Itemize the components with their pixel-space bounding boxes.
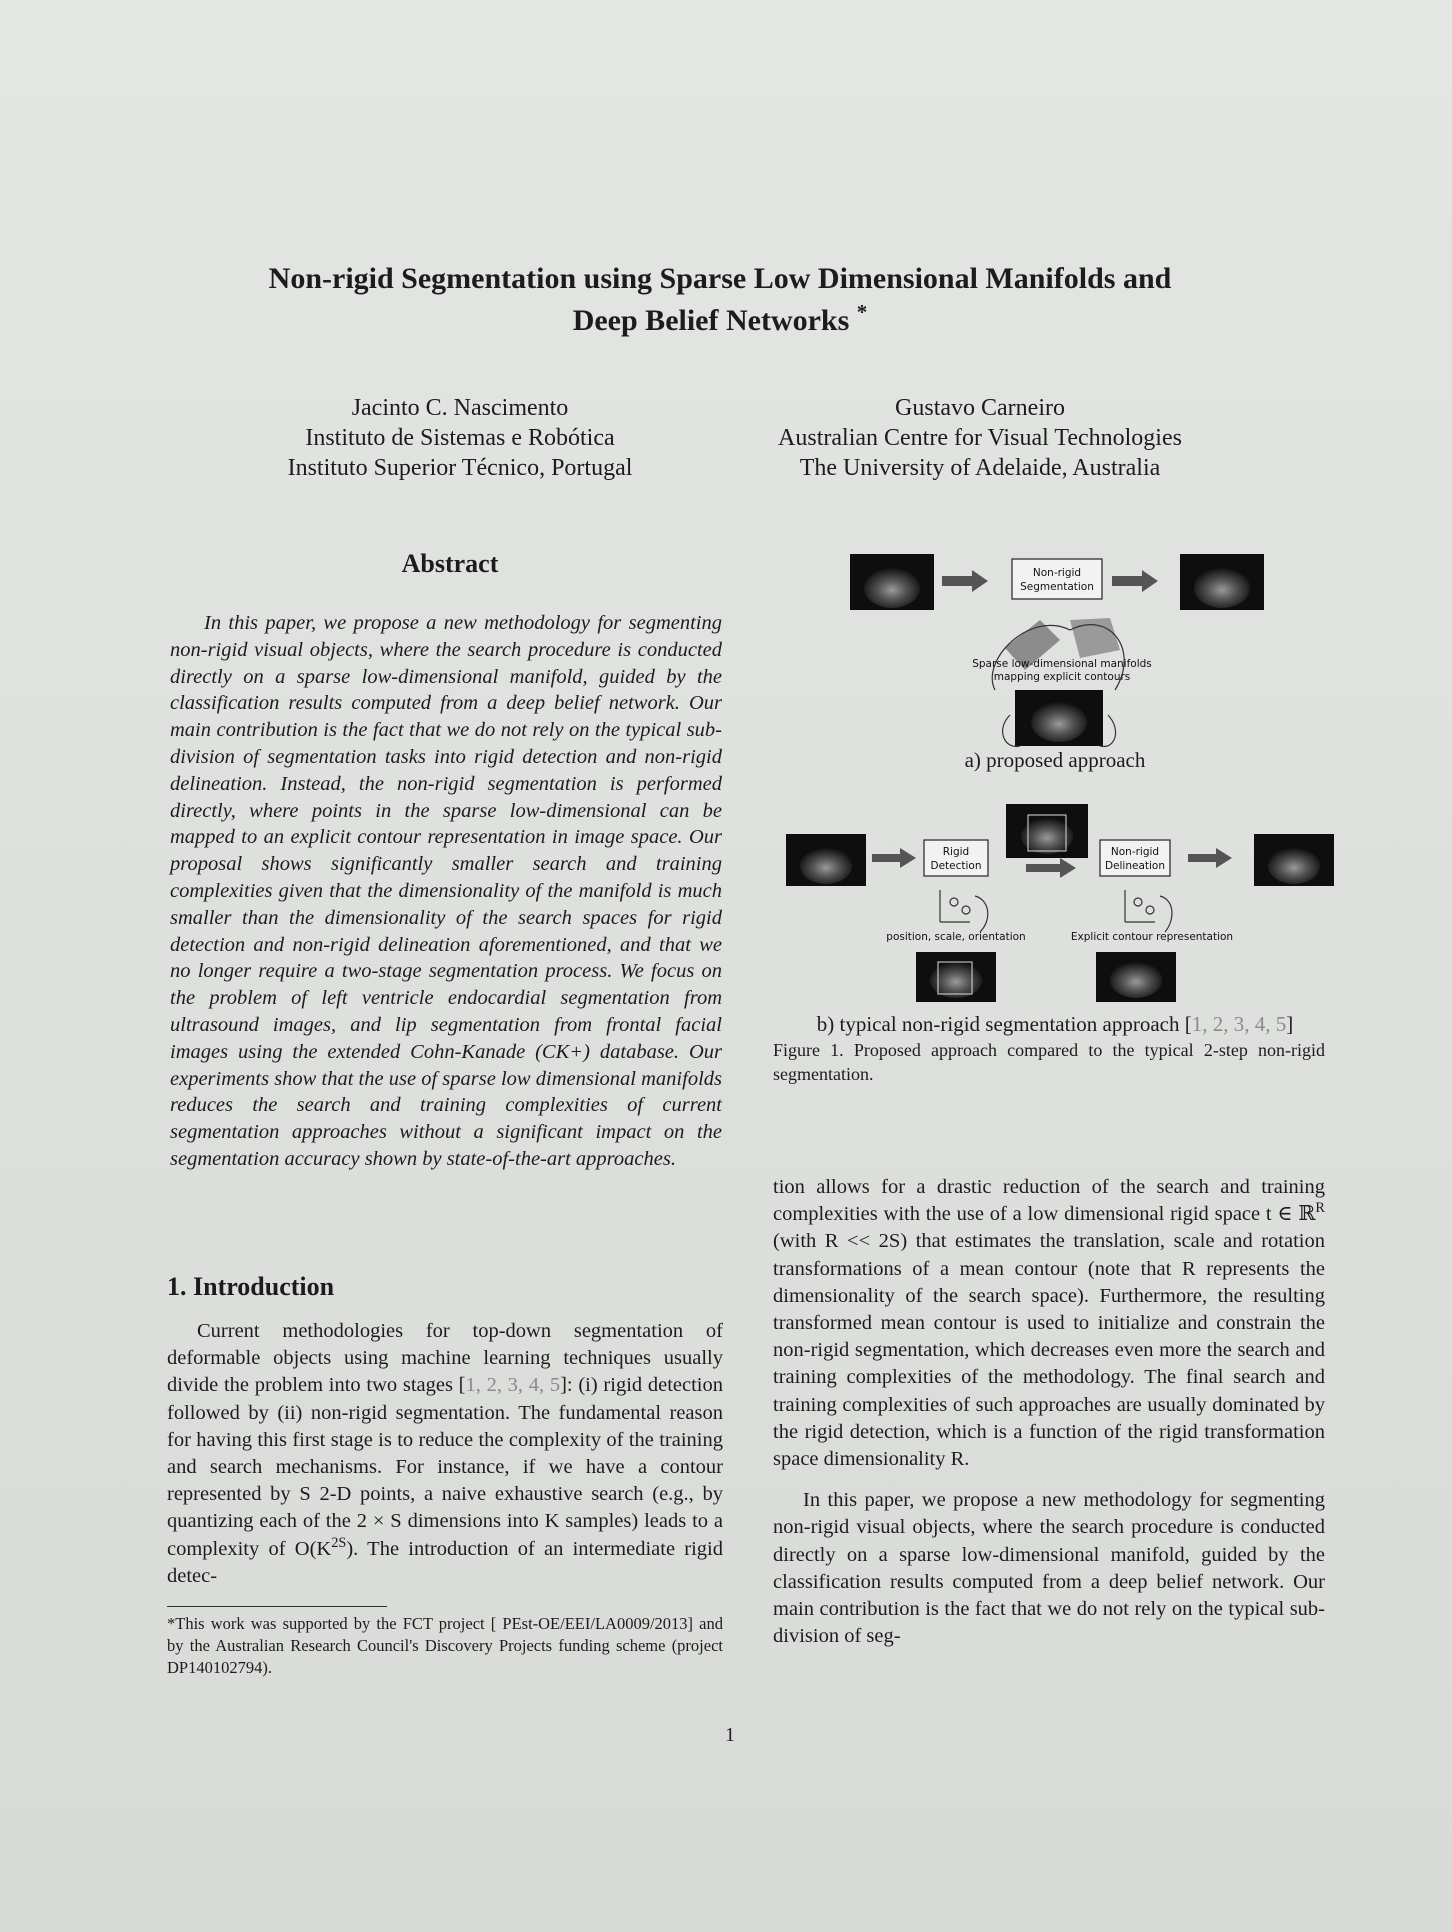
figure-caption-a: a) proposed approach [964, 748, 1146, 772]
arrow [1112, 570, 1158, 592]
manifold-label: Sparse low-dimensional manifolds [972, 658, 1152, 670]
figure-caption: Figure 1. Proposed approach compared to the typical 2-step non-rigid segmentation. [773, 1040, 1325, 1084]
box-label: Non-rigid [1110, 846, 1160, 858]
parameter-space-glyph [940, 890, 1172, 932]
ultrasound-delineation-result-image [1096, 952, 1176, 1002]
author-name: Gustavo Carneiro [895, 395, 1065, 421]
box-label: Segmentation [1020, 581, 1094, 593]
arrow [1188, 848, 1232, 868]
title-line-1: Non-rigid Segmentation using Sparse Low Dimensional Manifolds and [268, 262, 1172, 295]
title-line-2: Deep Belief Networks * [572, 300, 868, 337]
box-non-rigid-segmentation [1012, 559, 1102, 599]
author-affiliation: The University of Adelaide, Australia [799, 455, 1161, 481]
box-label: Detection [930, 860, 982, 872]
arrow [942, 570, 988, 592]
author-block-2 [730, 393, 1230, 483]
title-footnote-mark: * [856, 300, 868, 324]
figure-caption-b: b) typical non-rigid segmentation approach [1, 2, 3, 4, 5] [816, 1012, 1294, 1036]
box-label: Rigid [942, 846, 970, 858]
citation-link[interactable]: 1, 2, 3, 4, 5 [465, 1374, 561, 1397]
ultrasound-input-image-b [786, 834, 866, 886]
right-column-text: tion allows for a drastic reduction of the search and training complexities with the use of a low dimensional rigid space t ∈ ℝ$^R$ (with R << 2S) that estimates the translation, scale and rotation transformations of a mean contour (note that R represents the dimensionality of the search space). Furthermore, the resulting transformed mean contour is used to initialize and constrain the non-rigid segmentation, which decreases even more the search and training complexities of the methodology. The final search and training complexities of such approaches are usually dominated by the rigid detection, which is a function of the rigid transformation space dimensionality R. In this paper, we propose a new methodology for segmenting non-rigid visual objects, where the search procedure is conducted directly on a sparse low-dimensional manifold, guided by the classification results computed from a deep belief network. Our main contribution is the fact that we do not rely on the typical sub-division of seg- [773, 1176, 1325, 1648]
footnote-rule [167, 1606, 387, 1607]
manifold-label: mapping explicit contours [993, 671, 1131, 683]
abstract-text: In this paper, we propose a new methodology for segmenting non-rigid visual objects, where the search procedure is conducted directly on a sparse low-dimensional manifold, guided by the classification results computed from a deep belief network. Our main contribution is the fact that we do not rely on the typical sub-division of segmentation tasks into rigid detection and non-rigid delineation. Instead, the non-rigid segmentation is performed directly, where points in the sparse low-dimensional can be mapped to an explicit contour representation in image space. Our proposal shows significantly smaller search and training complexities given that the dimensionality of the manifold is much smaller than the dimensionality of the search spaces for rigid detection and non-rigid delineation aforementioned, and that we no longer require a two-stage segmentation process. We focus on the problem of left ventricle endocardial segmentation from ultrasound images, and lip segmentation from frontal facial images using the extended Cohn-Kanade (CK+) database. Our experiments show that the use of sparse low dimensional manifolds reduces the search and training complexities of current segmentation approaches without a significant impact on the segmentation accuracy shown by state-of-the-art approaches. [170, 612, 722, 1170]
footnote: *This work was supported by the FCT project [ PEst-OE/EEI/LA0009/2013] and by the Australian Research Council's Discovery Projects funding scheme (project DP140102794). [167, 1614, 723, 1677]
ultrasound-output-image-b [1254, 834, 1334, 886]
box-label: Delineation [1104, 860, 1166, 872]
ultrasound-input-image-a [850, 554, 934, 610]
label-position-scale-orientation: position, scale, orientation [886, 931, 1026, 943]
author-affiliation: Instituto de Sistemas e Robótica [305, 425, 615, 451]
page-number: 1 [725, 1724, 735, 1746]
author-name: Jacinto C. Nascimento [351, 395, 569, 421]
ultrasound-rigid-result-image [916, 952, 996, 1002]
box-label: Non-rigid [1032, 567, 1082, 579]
section-heading-introduction: 1. Introduction [167, 1272, 335, 1301]
arrow [872, 848, 916, 868]
citation-link[interactable]: 1, 2, 3, 4, 5 [1191, 1012, 1287, 1036]
arrow [1026, 858, 1076, 878]
paper-title [160, 258, 1280, 342]
ultrasound-output-image-a [1180, 554, 1264, 610]
ultrasound-detection-image [1006, 804, 1088, 858]
author-affiliation: Instituto Superior Técnico, Portugal [287, 455, 633, 481]
author-block-1 [240, 393, 680, 483]
author-affiliation: Australian Centre for Visual Technologies [778, 425, 1182, 451]
abstract-heading: Abstract [401, 549, 499, 578]
label-explicit-contour: Explicit contour representation [1070, 931, 1234, 943]
introduction-text: Current methodologies for top-down segmentation of deformable objects using machine learning techniques usually divide the problem into two stages [1, 2, 3, 4, 5]: (i) rigid detection followed by (ii) non-rigid segmentation. The fundamental reason for having this first stage is to reduce the complexity of the training and search mechanisms. For instance, if we have a contour represented by S 2-D points, a naive exhaustive search (e.g., by quantizing each of the 2 × S dimensions into K samples) leads to a complexity of $O(K^{2S})$. The introduction of an intermediate rigid detec- [167, 1320, 723, 1587]
